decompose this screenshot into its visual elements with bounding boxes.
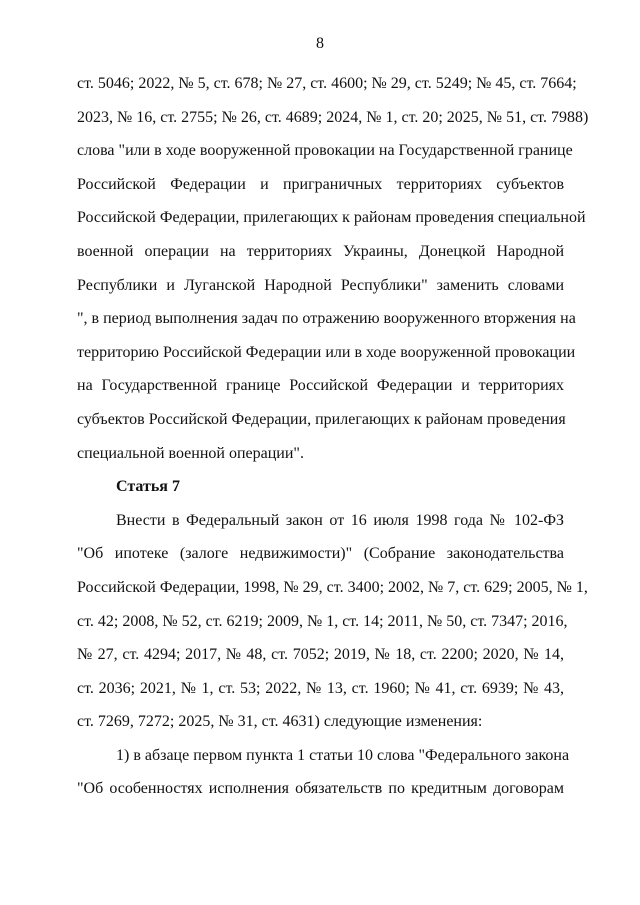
text-line: Российской Федерации, прилегающих к районам проведения специальной [77,209,586,227]
text-line: "Об ипотеке (залоге недвижимости)" (Собрание законодательства [77,545,564,563]
text-line: ст. 42; 2008, № 52, ст. 6219; 2009, № 1, ст. 14; 2011, № 50, ст. 7347; 2016, [77,612,568,630]
text-line: "Об особенностях исполнения обязательств по кредитным договорам [77,780,564,798]
text-line: ст. 2036; 2021, № 1, ст. 53; 2022, № 13, ст. 1960; № 41, ст. 6939; № 43, [77,679,564,697]
text-line: ", в период выполнения задач по отражению вооруженного вторжения на [77,310,576,328]
article-heading: Статья 7 [116,478,180,496]
text-line: ст. 5046; 2022, № 5, ст. 678; № 27, ст. 4600; № 29, ст. 5249; № 45, ст. 7664; [77,75,577,92]
text-line: ст. 7269, 7272; 2025, № 31, ст. 4631) следующие изменения: [77,713,483,731]
text-line: субъектов Российской Федерации, прилегающих к районам проведения [77,410,566,428]
text-line: Российской Федерации и приграничных территориях субъектов [77,175,564,193]
text-line: на Государственной границе Российской Федерации и территориях [77,377,564,395]
text-line: 1) в абзаце первом пункта 1 статьи 10 слова "Федерального закона [116,746,570,764]
text-line: Республики и Луганской Народной Республики" заменить словами [77,276,564,294]
document-body [77,67,589,806]
paragraph [77,739,570,806]
text-line: территорию Российской Федерации или в ходе вооруженной провокации [77,343,576,361]
text-line: военной операции на территориях Украины, Донецкой Народной [77,242,564,260]
text-line: Внести в Федеральный закон от 16 июля 1998 года № 102-ФЗ [116,511,564,529]
text-line: Российской Федерации, 1998, № 29, ст. 3400; 2002, № 7, ст. 629; 2005, № 1, [77,578,588,596]
text-line: специальной военной операции". [77,444,304,462]
paragraph [77,67,589,470]
text-line: 2023, № 16, ст. 2755; № 26, ст. 4689; 2024, № 1, ст. 20; 2025, № 51, ст. 7988) [77,108,589,126]
text-line: № 27, ст. 4294; 2017, № 48, ст. 7052; 2019, № 18, ст. 2200; 2020, № 14, [77,646,564,664]
article-heading-block [77,470,564,504]
text-line: слова "или в ходе вооруженной провокации на Государственной границе [77,142,573,160]
page-number: 8 [316,35,324,52]
paragraph [77,504,588,739]
